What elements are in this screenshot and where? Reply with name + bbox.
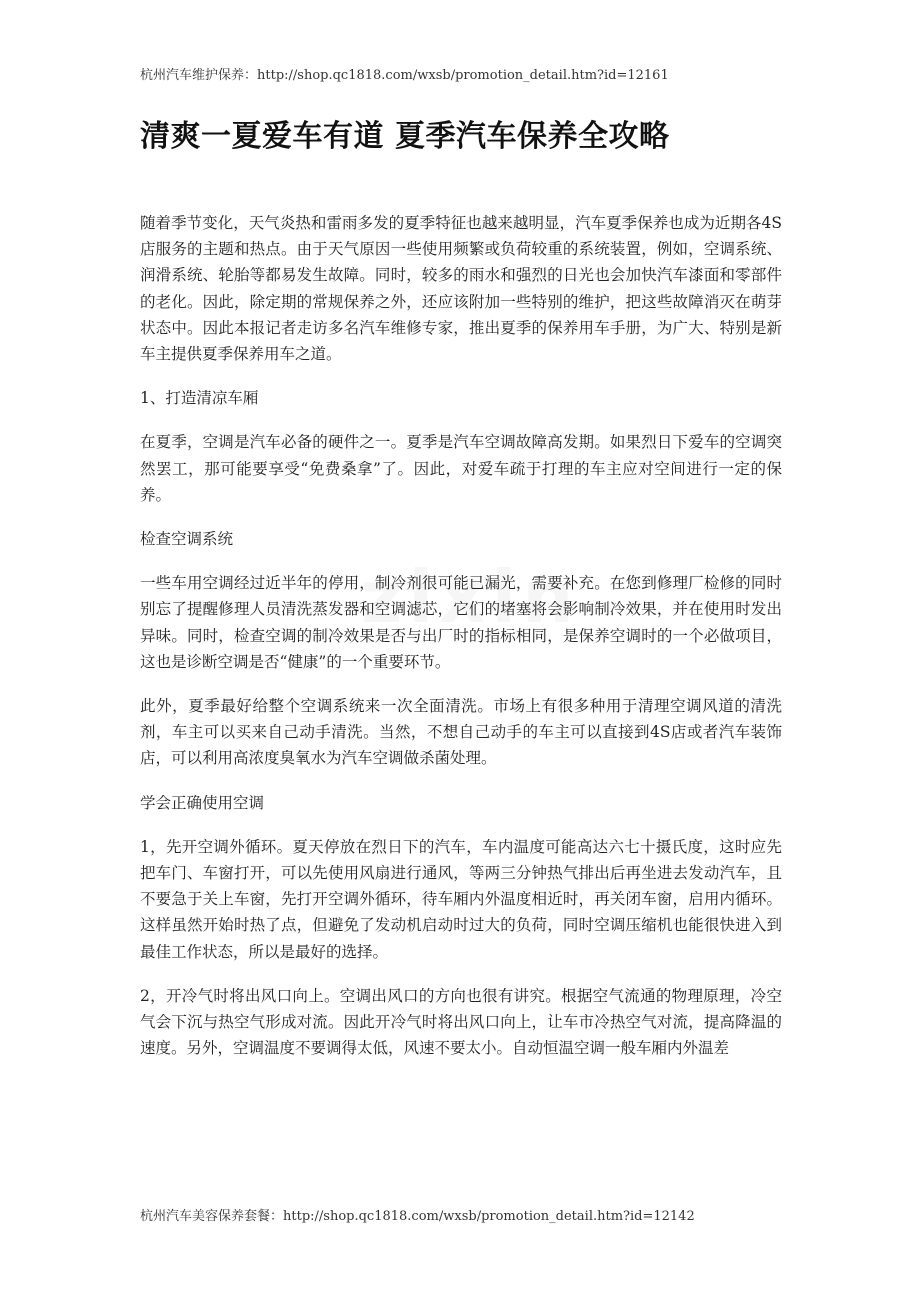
page-title: 清爽一夏爱车有道 夏季汽车保养全攻略 [140,119,670,154]
page-footer: 杭州汽车美容保养套餐：http://shop.qc1818.com/wxsb/promotion_detail.htm?id=12142 [140,1209,695,1224]
paragraph-intro: 随着季节变化，天气炎热和雷雨多发的夏季特征也越来越明显，汽车夏季保养也成为近期各4S店服务的主题和热点。由于天气原因一些使用频繁或负荷较重的系统装置，例如，空调系统、润滑系统、轮胎等都易发生故障。同时，较多的雨水和强烈的日光也会加快汽车漆面和零部件的老化。因此，除定期的常规保养之外，还应该附加一些特别的维护，把这些故障消灭在萌芽状态中。因此本报记者走访多名汽车维修专家，推出夏季的保养用车手册，为广大、特别是新车主提供夏季保养用车之道。 [140,214,782,364]
paragraph-tip-1: 1，先开空调外循环。夏天停放在烈日下的汽车，车内温度可能高达六七十摄氏度，这时应先把车门、车窗打开，可以先使用风扇进行通风，等两三分钟热气排出后再坐进去发动汽车，且不要急于关上车窗，先打开空调外循环，待车厢内外温度相近时，再关闭车窗，启用内循环。这样虽然开始时热了点，但避免了发动机启动时过大的负荷，同时空调压缩机也能很快进入到最佳工作状态，所以是最好的选择。 [140,837,782,961]
paragraph-tip-2: 2，开冷气时将出风口向上。空调出风口的方向也很有讲究。根据空气流通的物理原理，冷空气会下沉与热空气形成对流。因此开冷气时将出风口向上，让车市冷热空气对流，提高降温的速度。另外，空调温度不要调得太低，风速不要太小。自动恒温空调一般车厢内外温差 [140,986,782,1058]
paragraph-ac-importance: 在夏季，空调是汽车必备的硬件之一。夏季是汽车空调故障高发期。如果烈日下爱车的空调突然罢工，那可能要享受“免费桑拿”了。因此，对爱车疏于打理的车主应对空间进行一定的保养。 [140,433,782,504]
section-heading-use-ac: 学会正确使用空调 [140,793,265,812]
page-header: 杭州汽车维护保养：http://shop.qc1818.com/wxsb/promotion_detail.htm?id=12161 [140,68,669,83]
section-heading-check-ac: 检查空调系统 [140,530,234,549]
paragraph-clean-ac: 此外，夏季最好给整个空调系统来一次全面清洗。市场上有很多种用于清理空调风道的清洗剂，车主可以买来自己动手清洗。当然，不想自己动手的车主可以直接到4S店或者汽车装饰店，可以利用高浓度臭氧水为汽车空调做杀菌处理。 [140,697,782,768]
paragraph-check-ac: 一些车用空调经过近半年的停用，制冷剂很可能已漏光，需要补充。在您到修理厂检修的同时别忘了提醒修理人员清洗蒸发器和空调滤芯，它们的堵塞将会影响制冷效果，并在使用时发出异味。同时，检查空调的制冷效果是否与出厂时的指标相同，是保养空调时的一个必做项目，这也是诊断空调是否“健康”的一个重要环节。 [140,574,782,671]
section-heading-cool-cabin: 1、打造清凉车厢 [140,389,259,408]
article-body [140,210,782,1079]
